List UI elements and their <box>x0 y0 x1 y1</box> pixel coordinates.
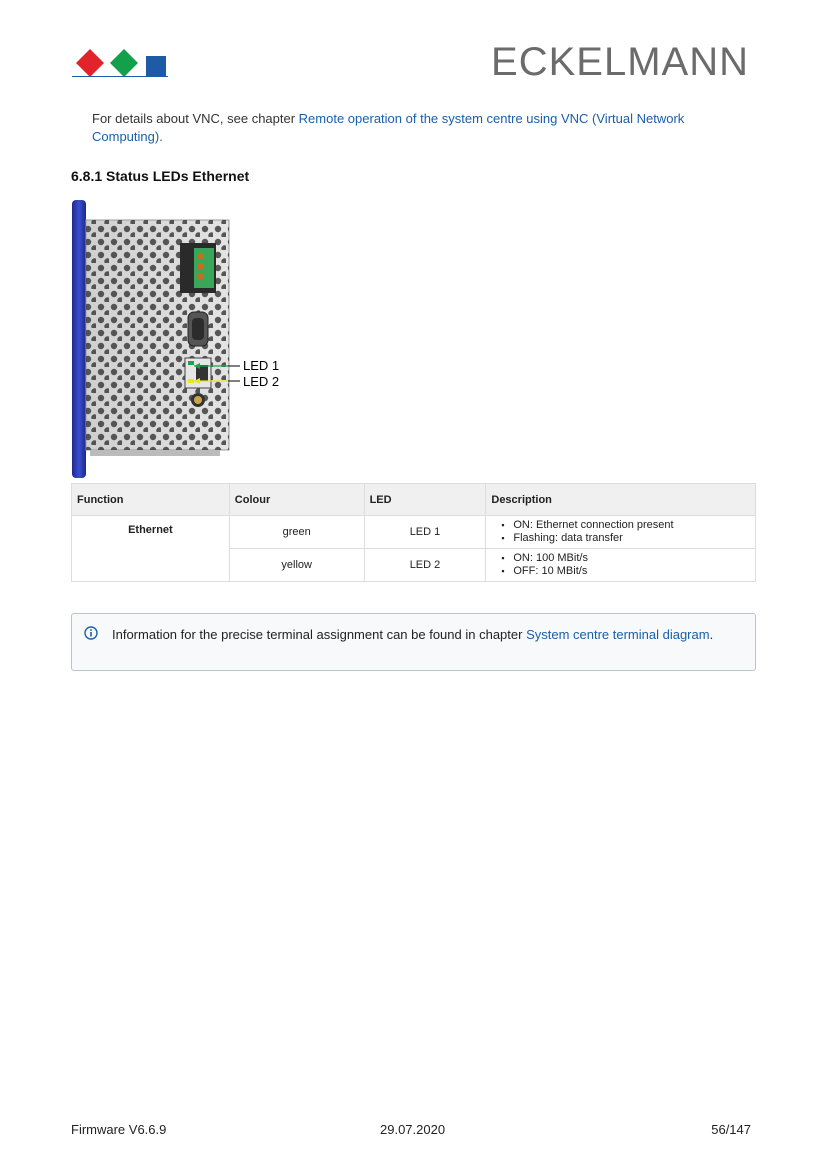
description-item: ▪ Flashing: data transfer <box>513 532 750 545</box>
callout-led2: LED 2 <box>243 374 280 389</box>
intro-text: For details about VNC, see chapter <box>92 111 299 126</box>
led-cell: LED 1 <box>364 516 486 549</box>
info-text <box>112 626 732 644</box>
led-cell: LED 2 <box>364 549 486 582</box>
info-text-suffix: . <box>709 627 714 642</box>
description-item: ▪ OFF: 10 MBit/s <box>513 565 750 578</box>
vnc-chapter-link[interactable]: Remote operation of the system centre using VNC (Virtual Network Computing). <box>92 111 685 144</box>
description-item: ▪ ON: 100 MBit/s <box>513 552 750 565</box>
column-header: Function <box>72 484 230 516</box>
section-heading: 6.8.1 Status LEDs Ethernet <box>71 168 250 184</box>
description-cell <box>486 549 756 582</box>
column-header: LED <box>364 484 486 516</box>
colour-cell: yellow <box>229 549 364 582</box>
footer-page-number: 56/147 <box>711 1122 751 1137</box>
device-side-view-image <box>70 198 290 480</box>
table-row <box>72 516 756 549</box>
function-cell: Ethernet <box>72 516 230 582</box>
intro-paragraph <box>92 110 752 146</box>
table-header-row <box>72 484 756 516</box>
logo-mark-icon <box>72 48 168 78</box>
info-text-body: Information for the precise terminal assignment can be found in chapter <box>112 627 527 642</box>
brand-name: ECKELMANN <box>491 40 749 84</box>
footer-firmware: Firmware V6.6.9 <box>71 1122 167 1137</box>
column-header: Description <box>486 484 756 516</box>
footer-date: 29.07.2020 <box>380 1122 446 1137</box>
description-item: ▪ ON: Ethernet connection present <box>513 519 750 532</box>
info-panel <box>71 613 756 671</box>
terminal-diagram-link[interactable]: System centre terminal diagram <box>526 627 710 642</box>
info-icon <box>84 626 98 640</box>
column-header: Colour <box>229 484 364 516</box>
colour-cell: green <box>229 516 364 549</box>
callout-led1: LED 1 <box>243 358 280 373</box>
status-led-table <box>71 483 756 582</box>
description-cell <box>486 516 756 549</box>
